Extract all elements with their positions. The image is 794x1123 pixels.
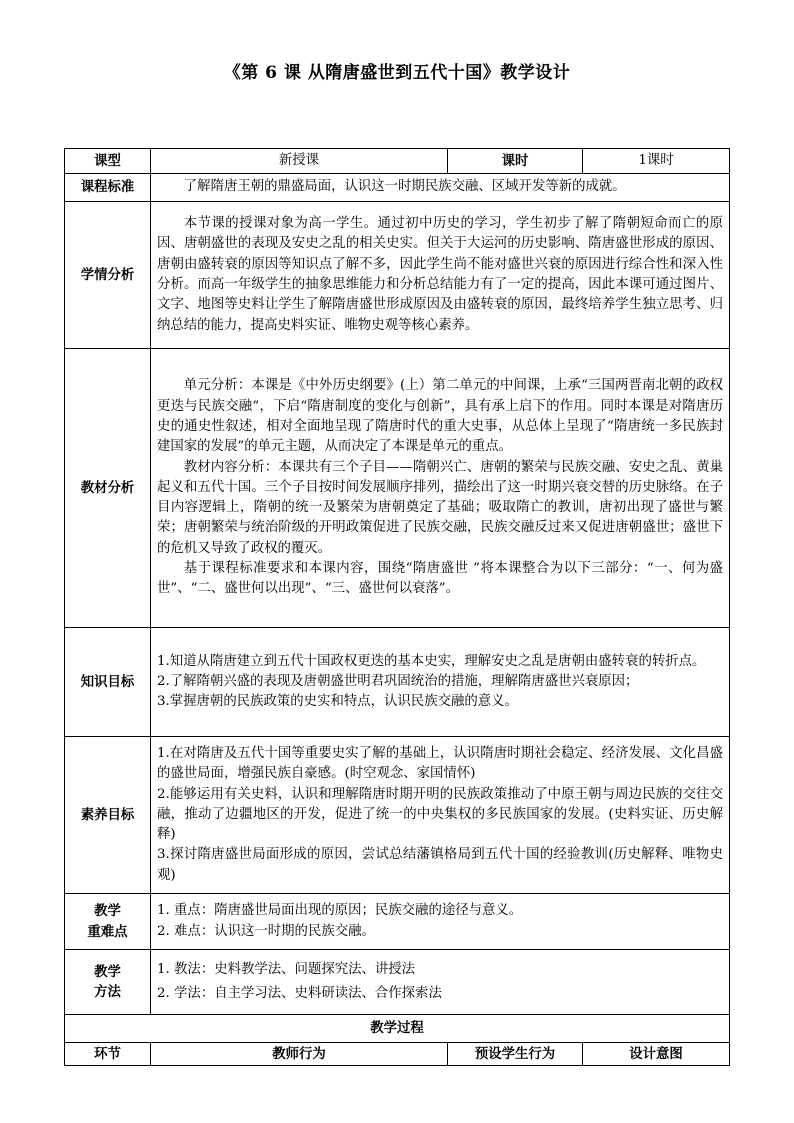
literacy-goal-item: 2.能够运用有关史料，认识和理解隋唐时期开明的民族政策推动了中原王朝与周边民族的交往交融，推动了边疆地区的开发，促进了统一的中央集权的多民族国家的发展。(史料实证、历史解释)	[157, 786, 723, 843]
key-point-item: 1. 重点：隋唐盛世局面出现的原因；民族交融的途径与意义。	[157, 903, 523, 919]
key-points-text	[151, 894, 730, 950]
key-points-row	[65, 894, 730, 950]
header-row	[65, 149, 730, 174]
process-col-stage: 环节	[65, 1043, 151, 1066]
process-col-intent: 设计意图	[583, 1043, 730, 1066]
process-col-student: 预设学生行为	[448, 1043, 583, 1066]
methods-label-line1: 教学	[94, 963, 121, 980]
lesson-plan-table	[64, 148, 730, 1066]
knowledge-goal-item: 2.了解隋朝兴盛的表现及唐朝盛世明君巩固统治的措施，理解隋唐盛世兴衰原因；	[157, 673, 639, 689]
process-title-row	[65, 1015, 730, 1043]
learner-text: 本节课的授课对象为高一学生。通过初中历史的学习，学生初步了解了隋朝短命而亡的原因、唐朝盛世的表现及安史之乱的相关史实。但关于大运河的历史影响、隋唐盛世形成的原因、唐朝由盛转衰的原因等知识点了解不多，因此学生尚不能对盛世兴衰的原因进行综合性和深入性分析。而高一年级学生的抽象思维能力和分析总结能力有了一定的提高，因此本课可通过图片、文字、地图等史料让学生了解隋唐盛世形成原因及由盛转衰的原因，最终培养学生独立思考、归纳总结的能力，提高史料实证、唯物史观等核心素养。	[151, 202, 730, 349]
literacy-label: 素养目标	[65, 737, 151, 894]
method-item: 1. 教法：史料教学法、问题探究法、讲授法	[157, 962, 416, 978]
material-integration: 基于课程标准要求和本课内容，围绕“隋唐盛世 ”将本课整合为以下三部分：“一、何为盛世”、“二、盛世何以出现”、“三、盛世何以衰落”。	[157, 561, 723, 597]
standard-label: 课程标准	[65, 174, 151, 202]
class-hours-value: 1课时	[583, 149, 730, 174]
methods-label-line2: 方法	[94, 984, 121, 1000]
literacy-goal-item: 1.在对隋唐及五代十国等重要史实了解的基础上，认识隋唐时期社会稳定、经济发展、文化昌盛的盛世局面，增强民族自豪感。(时空观念、家国情怀)	[157, 745, 723, 782]
process-title: 教学过程	[65, 1015, 730, 1043]
method-item: 2. 学法：自主学习法、史料研读法、合作探索法	[157, 985, 442, 1001]
key-points-label-line1: 教学	[94, 903, 121, 920]
material-row	[65, 349, 730, 628]
material-content-analysis: 教材内容分析：本课共有三个子目——隋朝兴亡、唐朝的繁荣与民族交融、安史之乱、黄巢起义和五代十国。三个子目按时间发展顺序排列，描绘出了这一时期兴衰交替的历史脉络。在子目内容逻辑上，隋朝的统一及繁荣为唐朝奠定了基础；吸取隋亡的教训，唐初出现了盛世与繁荣；唐朝繁荣与统治阶级的开明政策促进了民族交融，民族交融反过来又促进唐朝盛世；盛世下的危机又导致了政权的覆灭。	[157, 459, 723, 556]
methods-row	[65, 950, 730, 1015]
key-point-item: 2. 难点：认识这一时期的民族交融。	[157, 923, 375, 939]
material-unit-analysis: 单元分析：本课是《中外历史纲要》(上）第二单元的中间课，上承“三国两晋南北朝的政权更迭与民族交融”，下启“隋唐制度的变化与创新”，具有承上启下的作用。同时本课是对隋唐历史的通史性叙述，相对全面地呈现了隋唐时代的重大史事，从总体上呈现了“隋唐统一多民族封建国家的发展”的单元主题，从而决定了本课是单元的重点。	[157, 378, 723, 455]
knowledge-label: 知识目标	[65, 628, 151, 737]
literacy-goal-item: 3.探讨隋唐盛世局面形成的原因，尝试总结藩镇格局到五代十国的经验教训(历史解释、唯物史观)	[157, 847, 723, 883]
methods-label	[65, 950, 151, 1015]
knowledge-goal-item: 1.知道从隋唐建立到五代十国政权更迭的基本史实，理解安史之乱是唐朝由盛转衰的转折点。	[157, 653, 706, 669]
class-hours-label: 课时	[448, 149, 583, 174]
knowledge-goals	[151, 628, 730, 737]
knowledge-row	[65, 628, 730, 737]
literacy-goals	[151, 737, 730, 894]
standard-row	[65, 174, 730, 202]
document-title: 《第 6 课 从隋唐盛世到五代十国》教学设计	[223, 63, 571, 83]
key-points-label	[65, 894, 151, 950]
knowledge-goal-item: 3.掌握唐朝的民族政策的史实和特点，认识民族交融的意义。	[157, 694, 518, 710]
process-header-row	[65, 1043, 730, 1066]
learner-row	[65, 202, 730, 349]
standard-text: 了解隋唐王朝的鼎盛局面，认识这一时期民族交融、区域开发等新的成就。	[151, 174, 730, 202]
material-text	[151, 349, 730, 628]
lesson-type-label: 课型	[65, 149, 151, 174]
literacy-row	[65, 737, 730, 894]
key-points-label-line2: 重难点	[87, 923, 128, 940]
process-col-teacher: 教师行为	[151, 1043, 448, 1066]
material-label: 教材分析	[65, 349, 151, 628]
methods-text	[151, 950, 730, 1015]
lesson-type-value: 新授课	[151, 149, 448, 174]
learner-label: 学情分析	[65, 202, 151, 349]
